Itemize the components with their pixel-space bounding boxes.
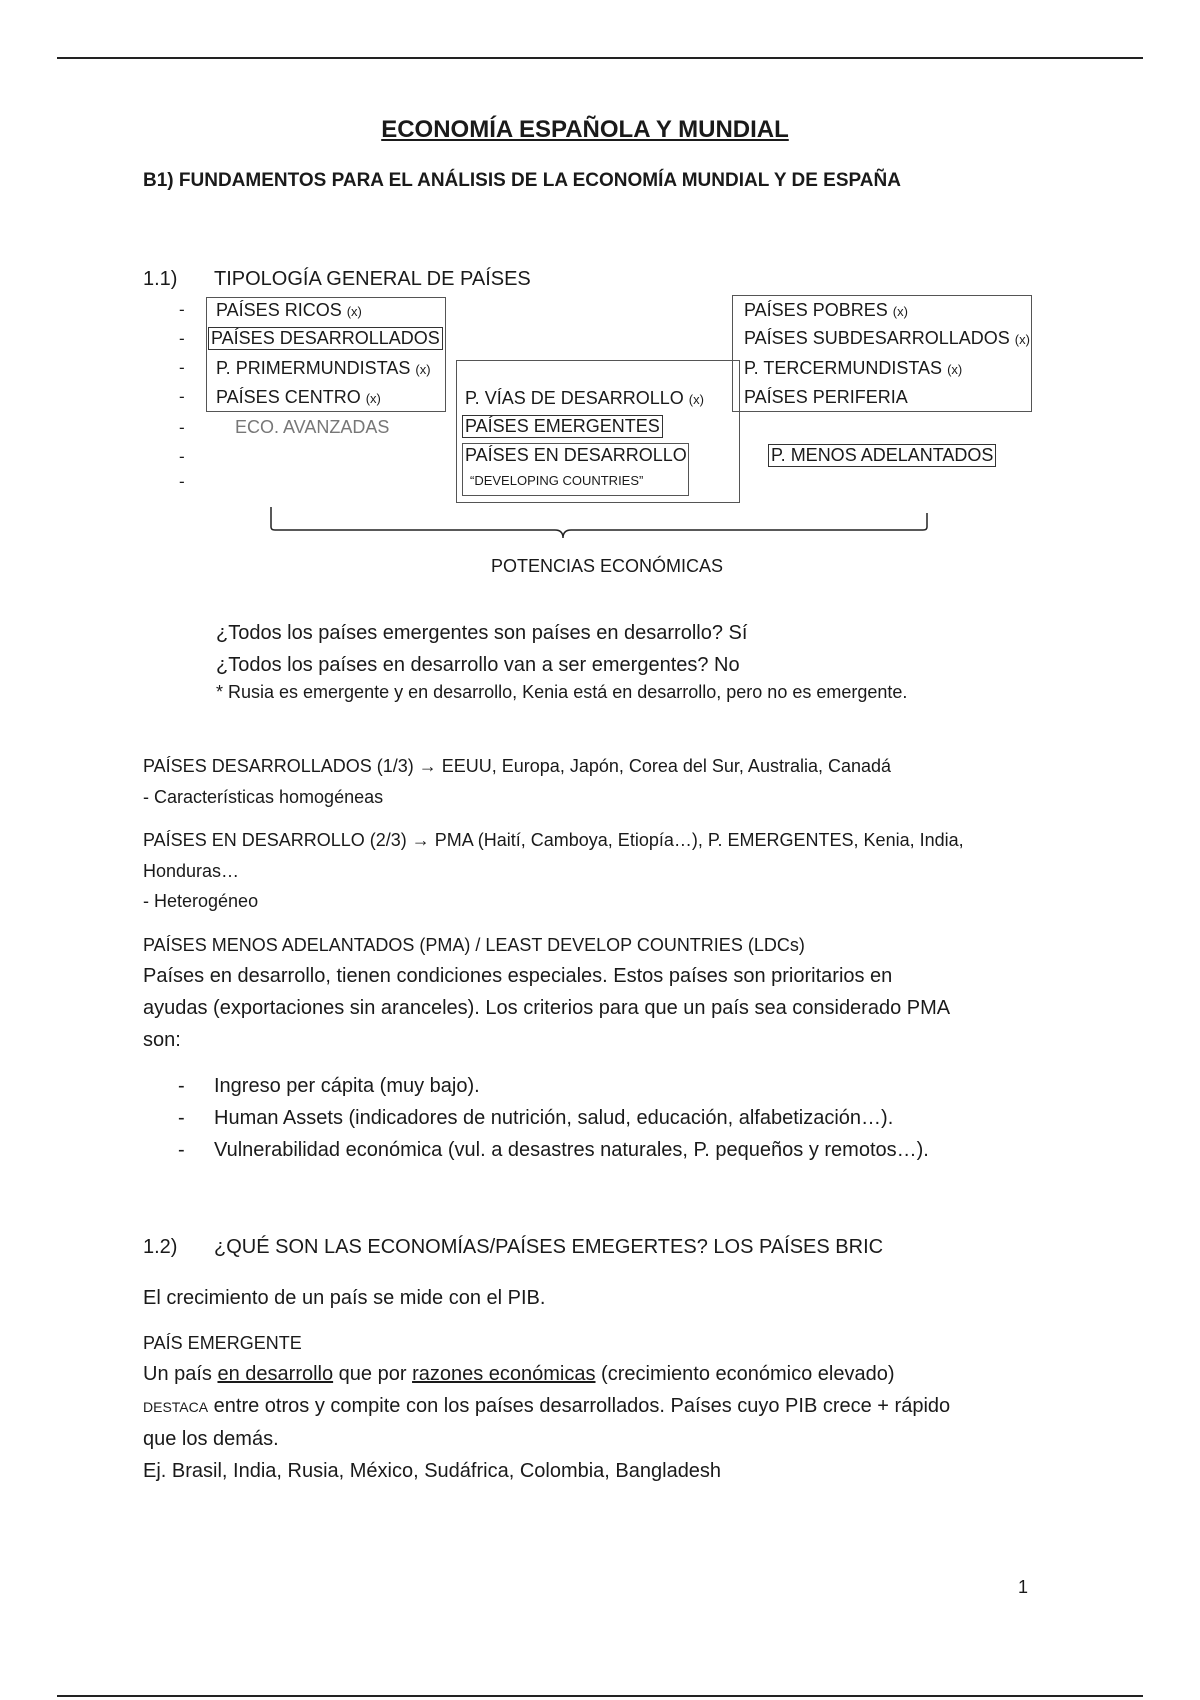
list-item: - Vulnerabilidad económica (vul. a desastres naturales, P. pequeños y remotos…). [178,1139,929,1161]
dash-7: - [179,472,185,491]
bottom-rule [57,1695,1143,1697]
paises-en-desarrollo: PAÍSES EN DESARROLLO [465,445,687,465]
list-item: - Ingreso per cápita (muy bajo). [178,1075,480,1097]
menos-adelantados: P. MENOS ADELANTADOS [768,444,996,467]
section-2-number: 1.2) [143,1236,178,1258]
pma-line-2: ayudas (exportaciones sin aranceles). Los criterios para que un país sea considerado PMA [143,997,951,1019]
potencias-brace [265,505,930,545]
list-item: - Human Assets (indicadores de nutrición, salud, educación, alfabetización…). [178,1107,894,1129]
pma-head: PAÍSES MENOS ADELANTADOS (PMA) / LEAST DEVELOP COUNTRIES (LDCs) [143,935,805,955]
pma-line-3: son: [143,1029,181,1051]
question-note: * Rusia es emergente y en desarrollo, Kenia está en desarrollo, pero no es emergente. [216,682,908,702]
paises-ricos: PAÍSES RICOS (x) [216,300,362,320]
eco-avanzadas: ECO. AVANZADAS [235,417,390,437]
subtitle: B1) FUNDAMENTOS PARA EL ANÁLISIS DE LA ECONOMÍA MUNDIAL Y DE ESPAÑA [143,170,901,191]
question-2: ¿Todos los países en desarrollo van a ser emergentes? No [216,654,740,676]
desarrollados-note: - Características homogéneas [143,787,384,807]
dash-3: - [179,358,185,377]
page-title: ECONOMÍA ESPAÑOLA Y MUNDIAL [381,116,789,143]
dash-2: - [179,329,185,348]
paises-centro: PAÍSES CENTRO (x) [216,387,381,407]
dash-4: - [179,387,185,406]
en-desarrollo-note: - Heterogéneo [143,891,259,911]
paises-pobres: PAÍSES POBRES (x) [744,300,908,320]
section-1-number: 1.1) [143,268,178,290]
subdesarrollados: PAÍSES SUBDESARROLLADOS (x) [744,328,1030,348]
pma-criteria-list [178,1075,1078,1171]
paises-desarrollados: PAÍSES DESARROLLADOS [208,327,443,350]
pma-line-1: Países en desarrollo, tienen condiciones especiales. Estos países son prioritarios en [143,965,893,987]
emergente-paragraph [143,1358,1043,1487]
vias-de-desarrollo: P. VÍAS DE DESARROLLO (x) [465,388,704,408]
emergente-line-4: Ej. Brasil, India, Rusia, México, Sudáfrica, Colombia, Bangladesh [143,1460,722,1482]
developing-countries: “DEVELOPING COUNTRIES” [470,473,644,488]
dash-5: - [179,418,185,437]
section-1-title: TIPOLOGÍA GENERAL DE PAÍSES [214,268,531,290]
paises-emergentes: PAÍSES EMERGENTES [462,415,663,438]
top-rule [57,57,1143,59]
potencias-economicas: POTENCIAS ECONÓMICAS [491,556,724,576]
section-2-title: ¿QUÉ SON LAS ECONOMÍAS/PAÍSES EMEGERTES? LOS PAÍSES BRIC [214,1236,884,1258]
dash-1: - [179,300,185,319]
paises-periferia: PAÍSES PERIFERIA [744,387,908,407]
emergente-line-2: DESTACA entre otros y compite con los países desarrollados. Países cuyo PIB crece + rápido [143,1395,951,1417]
primermundistas: P. PRIMERMUNDISTAS (x) [216,358,431,378]
pma-paragraph [143,960,1043,1056]
tercermundistas: P. TERCERMUNDISTAS (x) [744,358,963,378]
emergente-line-1: Un país en desarrollo que por razones económicas (crecimiento económico elevado) [143,1363,895,1385]
question-1: ¿Todos los países emergentes son países en desarrollo? Sí [216,622,748,644]
pais-emergente-head: PAÍS EMERGENTE [143,1333,302,1353]
emergente-line-3: que los demás. [143,1428,279,1450]
en-desarrollo-head-2: Honduras… [143,861,240,881]
en-desarrollo-head-1: PAÍSES EN DESARROLLO (2/3) → PMA (Haití, Camboya, Etiopía…), P. EMERGENTES, Kenia, India, [143,830,964,850]
desarrollados-head: PAÍSES DESARROLLADOS (1/3) → EEUU, Europa, Japón, Corea del Sur, Australia, Canadá [143,756,892,776]
pib-sentence: El crecimiento de un país se mide con el PIB. [143,1287,546,1309]
page-number: 1 [1017,1577,1028,1597]
dash-6: - [179,447,185,466]
